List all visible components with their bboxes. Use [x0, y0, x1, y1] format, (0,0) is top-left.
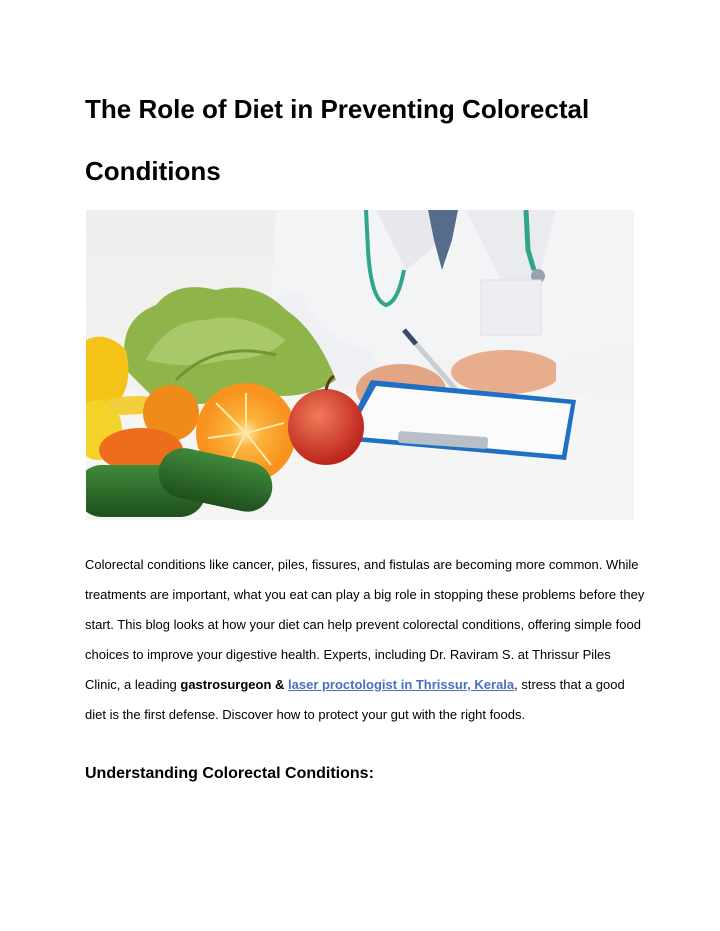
laser-proctologist-link[interactable]: laser proctologist in Thrissur, Kerala: [288, 677, 515, 692]
outro-text: , stress that a good diet is the first defense. Discover how to protect your gut with the right foods.: [85, 677, 625, 722]
intro-paragraph: [85, 550, 645, 730]
section-heading: Understanding Colorectal Conditions:: [85, 765, 374, 782]
intro-text: Colorectal conditions like cancer, piles, fissures, and fistulas are becoming more common. While treatments are important, what you eat can play a big role in stopping these problems before they start. This blog looks at how your diet can help prevent colorectal conditions, offering simple food choices to improve your digestive health. Experts, including Dr. Raviram S. at Thrissur Piles Clinic, a leading: [85, 557, 645, 692]
page-title: The Role of Diet in Preventing Colorectal Conditions: [85, 94, 590, 186]
gastrosurgeon-bold: gastrosurgeon &: [180, 677, 289, 692]
hero-image: [86, 210, 634, 520]
